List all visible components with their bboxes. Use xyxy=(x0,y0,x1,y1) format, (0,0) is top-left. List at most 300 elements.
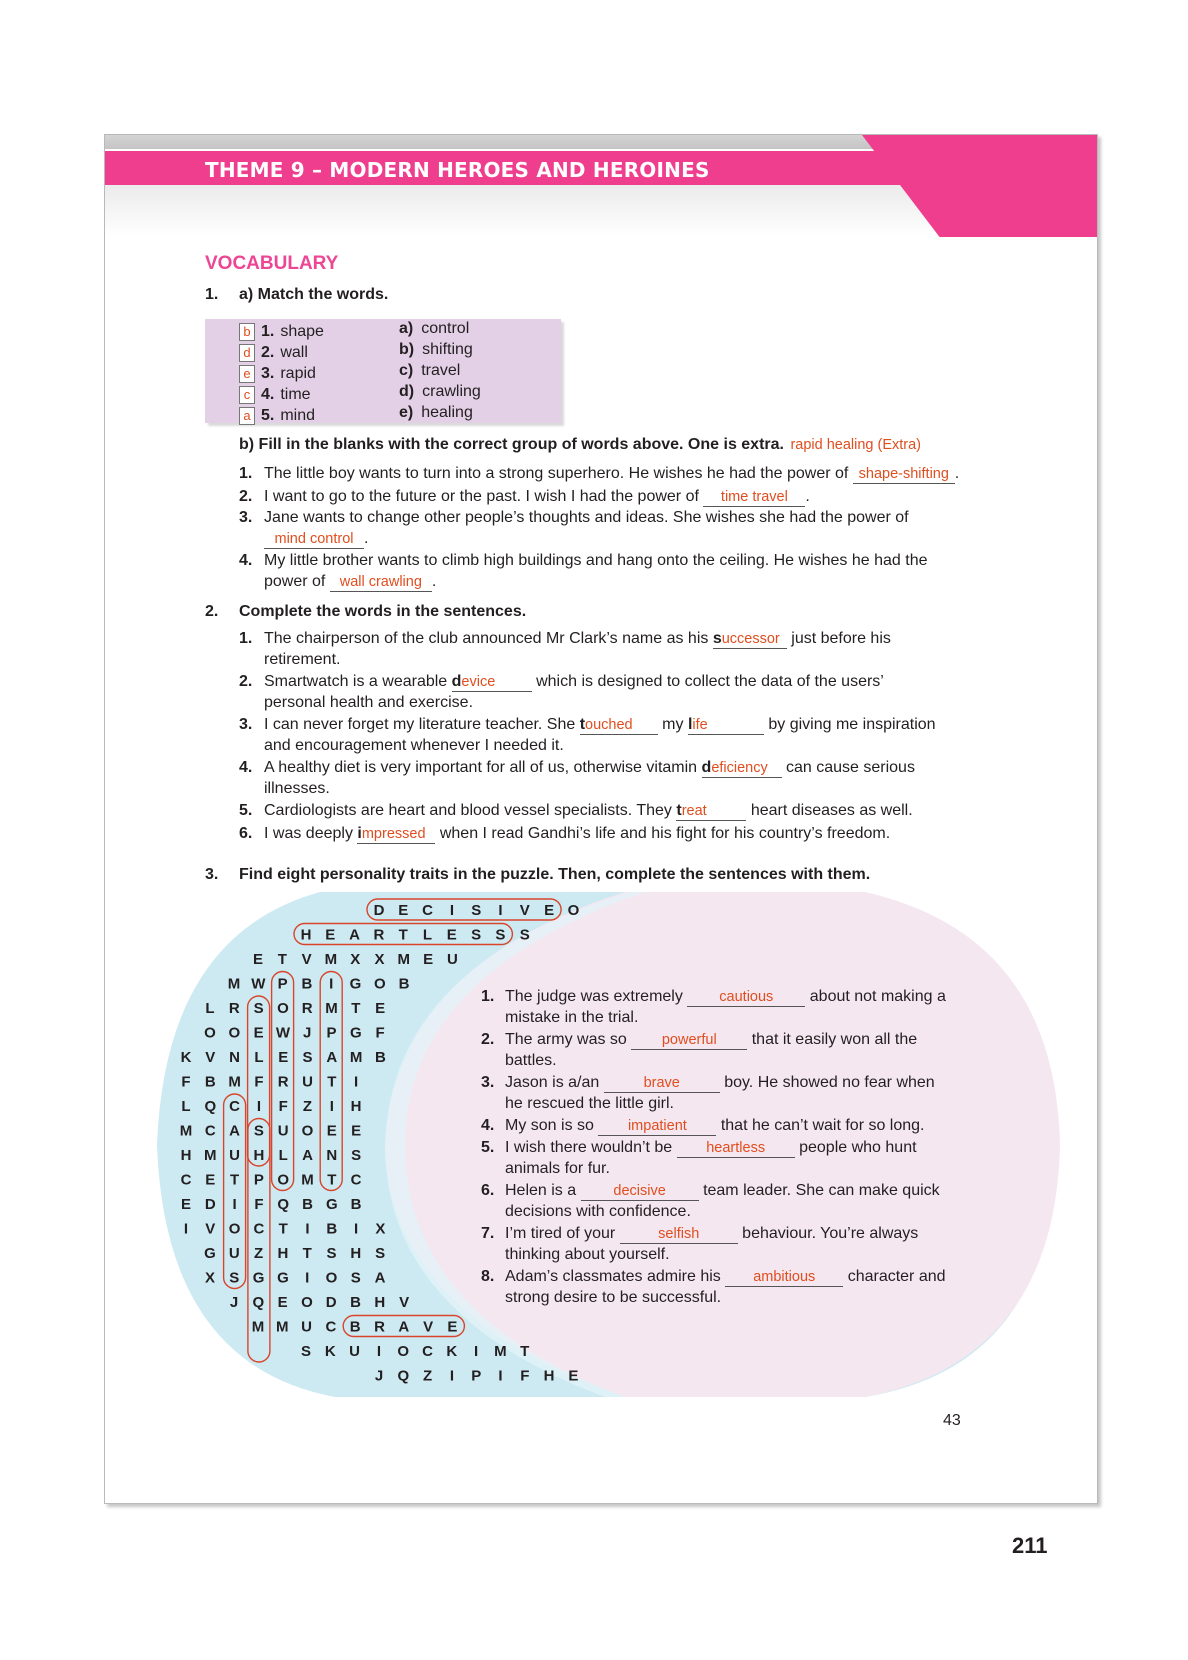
puzzle-sentence-number: 1. xyxy=(481,988,495,1005)
puzzle-sentence-before: My son is so xyxy=(505,1117,594,1134)
grid-letter: C xyxy=(229,1098,241,1115)
grid-letter: M xyxy=(204,1147,217,1164)
grid-letter: K xyxy=(446,1343,458,1360)
complete-item-letter: s xyxy=(712,630,722,647)
grid-letter: G xyxy=(349,1024,362,1042)
grid-letter: I xyxy=(305,1269,310,1287)
grid-letter: J xyxy=(374,1367,384,1385)
puzzle-sentence-answer: cautious xyxy=(719,989,774,1005)
grid-letter: O xyxy=(228,1220,241,1238)
puzzle-sentence-before: Helen is a xyxy=(505,1182,577,1199)
puzzle-sentence-answer: brave xyxy=(643,1075,680,1091)
grid-letter: I xyxy=(498,1367,503,1385)
grid-letter: C xyxy=(422,1343,433,1360)
grid-letter: I xyxy=(354,1220,359,1238)
grid-letter: W xyxy=(251,975,266,993)
grid-letter: T xyxy=(327,1073,337,1091)
grid-letter: I xyxy=(183,1220,189,1238)
complete-item-line2: personal health and exercise. xyxy=(264,694,474,711)
puzzle-sentence-number: 4. xyxy=(481,1117,495,1134)
grid-letter: A xyxy=(326,1049,338,1066)
match-answer-box: a xyxy=(239,407,255,425)
grid-letter: X xyxy=(204,1269,216,1287)
fill-item-end: . xyxy=(431,573,437,590)
match-answer-box: d xyxy=(239,344,255,362)
complete-item-after: just before his xyxy=(786,630,891,647)
fill-item-answer: wall crawling xyxy=(339,574,422,590)
puzzle-sentence-after: that he can’t wait for so long. xyxy=(720,1117,925,1134)
match-item-number: 3. xyxy=(261,365,275,382)
grid-letter: B xyxy=(374,1049,386,1066)
complete-item-text: A healthy diet is very important for all of us, otherwise vitamin xyxy=(264,759,702,776)
complete-item-text: Cardiologists are heart and blood vessel specialists. They xyxy=(264,802,677,819)
grid-letter: M xyxy=(251,1318,265,1336)
complete-item-letter: t xyxy=(676,802,682,819)
grid-letter: V xyxy=(205,1220,216,1238)
grid-letter: A xyxy=(302,1147,313,1164)
puzzle-sentence-number: 8. xyxy=(481,1268,495,1285)
fill-item-number: 1. xyxy=(239,465,253,482)
puzzle-sentence-line2: battles. xyxy=(505,1052,557,1069)
grid-letter: T xyxy=(520,1343,530,1360)
puzzle-sentence-after: people who hunt xyxy=(799,1139,917,1156)
grid-letter: I xyxy=(329,975,334,993)
complete-item-answer: ouched xyxy=(585,717,633,733)
theme-title: THEME 9 – MODERN HEROES AND HEROINES xyxy=(205,158,710,182)
grid-letter: T xyxy=(277,951,287,968)
grid-letter: H xyxy=(374,1294,386,1311)
grid-letter: E xyxy=(568,1367,579,1385)
grid-letter: M xyxy=(227,975,241,993)
puzzle-sentence-line xyxy=(505,1267,946,1287)
grid-letter: S xyxy=(519,926,530,944)
grid-letter: I xyxy=(256,1098,261,1115)
puzzle-sentence-line2: animals for fur. xyxy=(505,1160,610,1177)
puzzle-sentence-answer: powerful xyxy=(661,1032,717,1048)
complete-item-line2: retirement. xyxy=(264,651,341,668)
grid-letter: H xyxy=(180,1147,192,1164)
match-answer-box: b xyxy=(239,323,255,341)
match-item-word: mind xyxy=(280,407,316,424)
puzzle-sentence-answer: ambitious xyxy=(753,1269,816,1285)
complete-item-answer: evice xyxy=(461,674,496,690)
match-answer-box: e xyxy=(239,365,255,383)
puzzle-sentence-line2: mistake in the trial. xyxy=(505,1009,639,1026)
grid-letter: E xyxy=(277,1294,288,1311)
match-item-word: time xyxy=(280,386,311,403)
grid-letter: H xyxy=(350,1245,362,1262)
grid-letter: E xyxy=(398,902,409,919)
complete-item-line2: illnesses. xyxy=(264,780,330,797)
fill-item-answer: shape-shifting xyxy=(858,466,949,482)
grid-letter: M xyxy=(324,951,338,968)
complete-item-letter: d xyxy=(451,673,462,690)
grid-letter: V xyxy=(301,951,312,968)
grid-letter: B xyxy=(350,1294,361,1311)
grid-letter: V xyxy=(399,1294,410,1311)
puzzle-sentence-before: I wish there wouldn’t be xyxy=(505,1139,673,1156)
grid-letter: O xyxy=(277,1171,290,1189)
complete-item-answer: eficiency xyxy=(711,760,768,776)
grid-letter: U xyxy=(228,1245,240,1262)
puzzle-sentence-after: behaviour. You’re always xyxy=(742,1225,919,1242)
match-item-word: wall xyxy=(280,344,308,361)
ex1b-title-text: b) Fill in the blanks with the correct group of words above. One is extra. xyxy=(239,436,784,453)
grid-letter: M xyxy=(325,1000,338,1017)
puzzle-sentence-before: The judge was extremely xyxy=(505,988,683,1005)
grid-letter: S xyxy=(300,1343,312,1360)
puzzle-sentence-blank xyxy=(604,1074,720,1093)
complete-item-line2: and encouragement whenever I needed it. xyxy=(264,737,564,754)
complete-item-after: heart diseases as well. xyxy=(746,802,913,819)
grid-letter: M xyxy=(494,1343,507,1360)
grid-letter: L xyxy=(254,1049,264,1066)
match-option-word: travel xyxy=(421,362,461,379)
grid-letter: Z xyxy=(254,1245,264,1262)
grid-letter: M xyxy=(276,1318,289,1336)
grid-letter: H xyxy=(300,926,312,944)
grid-letter: I xyxy=(329,1098,334,1115)
grid-letter: I xyxy=(232,1196,237,1213)
grid-letter: B xyxy=(204,1073,216,1091)
fill-item-answer: mind control xyxy=(274,531,354,547)
grid-letter: F xyxy=(520,1367,530,1385)
fill-item-end: . xyxy=(364,530,369,547)
complete-item-after: when I read Gandhi’s life and his fight for his country’s freedom. xyxy=(435,825,891,842)
grid-letter: Z xyxy=(302,1098,313,1115)
grid-letter: E xyxy=(325,926,336,944)
grid-letter: E xyxy=(423,951,434,968)
match-option-letter: d) xyxy=(399,383,415,400)
grid-letter: K xyxy=(324,1343,336,1360)
fill-item-number: 2. xyxy=(239,488,253,505)
grid-letter: S xyxy=(302,1049,313,1066)
grid-letter: I xyxy=(449,902,454,919)
grid-letter: S xyxy=(495,926,506,944)
complete-item-number: 5. xyxy=(239,802,253,819)
puzzle-sentence-number: 7. xyxy=(481,1225,495,1242)
grid-letter: T xyxy=(230,1171,240,1189)
puzzle-sentence-line xyxy=(505,1138,917,1158)
puzzle-sentence-blank xyxy=(598,1117,716,1136)
puzzle-sentence-answer: decisive xyxy=(613,1183,666,1199)
grid-letter: C xyxy=(422,902,434,919)
grid-letter: R xyxy=(373,926,385,944)
grid-letter: T xyxy=(302,1245,312,1262)
match-option-word: healing xyxy=(421,404,473,421)
puzzle-sentence-blank xyxy=(725,1268,843,1287)
complete-item-text: The chairperson of the club announced Mr Clark’s name as his xyxy=(264,630,713,647)
page-frame xyxy=(104,134,1098,1504)
match-option-word: crawling xyxy=(422,383,481,400)
puzzle-sentence-before: I’m tired of your xyxy=(505,1225,616,1242)
grid-letter: Z xyxy=(423,1367,433,1385)
match-option-letter: b) xyxy=(399,341,415,358)
ex1b-extra-answer: rapid healing (Extra) xyxy=(790,437,922,453)
complete-item-letter: i xyxy=(357,825,362,842)
grid-letter: M xyxy=(301,1171,314,1189)
grid-letter: I xyxy=(449,1367,454,1385)
grid-letter: G xyxy=(252,1269,265,1287)
grid-letter: B xyxy=(301,975,313,993)
complete-item-after: can cause serious xyxy=(781,759,915,776)
grid-letter: H xyxy=(350,1098,362,1115)
grid-letter: U xyxy=(229,1147,241,1164)
grid-letter: D xyxy=(373,902,385,919)
fill-item-answer: time travel xyxy=(720,489,788,505)
complete-item-number: 4. xyxy=(239,759,253,776)
ex1a-title: a) Match the words. xyxy=(239,286,389,303)
grid-letter: S xyxy=(471,902,482,919)
grid-letter: M xyxy=(397,951,411,968)
match-item-word: rapid xyxy=(280,365,316,382)
grid-letter: A xyxy=(398,1318,410,1336)
section-title: VOCABULARY xyxy=(205,253,339,274)
complete-item-letter: d xyxy=(701,759,712,776)
grid-letter: O xyxy=(373,975,386,993)
grid-letter: E xyxy=(447,1318,458,1336)
ex1-number: 1. xyxy=(205,286,219,303)
grid-letter: E xyxy=(544,902,555,919)
grid-letter: E xyxy=(205,1171,216,1189)
grid-letter: K xyxy=(180,1049,192,1066)
grid-letter: O xyxy=(228,1024,241,1042)
fill-item-end: . xyxy=(954,465,960,482)
grid-letter: I xyxy=(305,1220,310,1238)
grid-letter: E xyxy=(278,1049,289,1066)
match-item-number: 1. xyxy=(261,323,275,340)
puzzle-sentence-blank xyxy=(677,1139,795,1158)
grid-letter: B xyxy=(350,1196,362,1213)
grid-letter: R xyxy=(277,1073,289,1091)
grid-letter: O xyxy=(397,1343,410,1360)
complete-item-answer: mpressed xyxy=(361,826,426,842)
grid-letter: C xyxy=(325,1318,337,1336)
grid-letter: E xyxy=(252,951,264,968)
book-page-number: 211 xyxy=(1012,1533,1048,1558)
puzzle-sentence-line xyxy=(505,1073,935,1093)
grid-letter: E xyxy=(351,1122,362,1140)
complete-item-letter: l xyxy=(687,716,693,733)
grid-letter: S xyxy=(375,1245,386,1262)
grid-letter: O xyxy=(301,1122,314,1140)
grid-letter: C xyxy=(350,1171,362,1189)
grid-letter: J xyxy=(229,1294,239,1311)
grid-letter: B xyxy=(326,1220,338,1238)
match-option-word: control xyxy=(421,320,470,337)
grid-letter: B xyxy=(302,1196,313,1213)
grid-letter: F xyxy=(181,1073,191,1091)
grid-letter: E xyxy=(253,1024,264,1042)
grid-letter: P xyxy=(277,975,288,993)
fill-item-end: . xyxy=(805,488,810,505)
complete-item-number: 6. xyxy=(239,825,253,842)
puzzle-sentence-before: Adam’s classmates admire his xyxy=(505,1268,721,1285)
grid-letter: P xyxy=(326,1024,337,1042)
grid-letter: L xyxy=(278,1147,288,1164)
puzzle-sentence-answer: selfish xyxy=(658,1226,700,1242)
fill-item-text: My little brother wants to climb high buildings and hang onto the ceiling. He wishes he had the xyxy=(264,552,928,569)
complete-item-text: Smartwatch is a wearable xyxy=(264,673,452,690)
grid-letter: S xyxy=(471,926,482,944)
ex3-number: 3. xyxy=(205,866,219,883)
puzzle-sentence-before: Jason is a/an xyxy=(505,1074,600,1091)
complete-item-mid: my xyxy=(657,716,688,733)
complete-item-answer: reat xyxy=(681,803,707,819)
grid-letter: X xyxy=(350,951,361,968)
fill-item-text2: power of xyxy=(264,573,326,590)
grid-letter: E xyxy=(180,1196,192,1213)
grid-letter: O xyxy=(301,1294,313,1311)
grid-letter: D xyxy=(325,1294,337,1311)
grid-letter: L xyxy=(205,1000,215,1017)
match-item-number: 2. xyxy=(261,344,275,361)
match-item-number: 5. xyxy=(261,407,275,424)
complete-item-after: which is designed to collect the data of the users’ xyxy=(531,673,884,690)
grid-letter: U xyxy=(446,951,458,968)
complete-item-letter: t xyxy=(579,716,586,733)
match-option-letter: a) xyxy=(399,320,414,337)
grid-letter: Q xyxy=(277,1196,290,1213)
complete-item-answer: ife xyxy=(692,717,708,733)
complete-item-number: 2. xyxy=(239,673,253,690)
puzzle-sentence-before: The army was so xyxy=(505,1031,627,1048)
grid-letter: I xyxy=(376,1343,381,1360)
page-number: 43 xyxy=(943,1412,961,1429)
puzzle-sentence-number: 6. xyxy=(481,1182,495,1199)
puzzle-sentence-after: that it easily won all the xyxy=(751,1031,918,1048)
complete-item-number: 1. xyxy=(239,630,253,647)
grid-letter: F xyxy=(375,1024,385,1042)
puzzle-sentence-line xyxy=(505,1030,917,1050)
grid-letter: V xyxy=(423,1318,434,1336)
grid-letter: I xyxy=(354,1073,359,1091)
grid-letter: W xyxy=(275,1024,290,1042)
puzzle-sentence-after: boy. He showed no fear when xyxy=(724,1074,935,1091)
match-item-word: shape xyxy=(280,323,324,340)
grid-letter: V xyxy=(519,902,530,919)
grid-letter: M xyxy=(179,1122,193,1140)
grid-letter: S xyxy=(229,1269,240,1287)
puzzle-sentence-blank xyxy=(620,1225,738,1244)
grid-letter: X xyxy=(374,951,385,968)
puzzle-sentence-blank xyxy=(687,988,805,1007)
grid-letter: G xyxy=(277,1269,289,1287)
grid-letter: G xyxy=(349,975,362,993)
puzzle-sentence-after: character and xyxy=(847,1268,946,1285)
puzzle-sentence-after: team leader. She can make quick xyxy=(703,1182,940,1199)
grid-letter: S xyxy=(351,1147,362,1164)
grid-letter: M xyxy=(228,1073,241,1091)
grid-letter: A xyxy=(349,926,361,944)
complete-item-after: by giving me inspiration xyxy=(763,716,936,733)
ex3-title: Find eight personality traits in the puzzle. Then, complete the sentences with them. xyxy=(239,866,871,883)
match-option-letter: c) xyxy=(399,362,414,379)
grid-letter: G xyxy=(325,1196,338,1213)
grid-letter: C xyxy=(180,1171,192,1189)
grid-letter: T xyxy=(278,1220,288,1238)
grid-letter: E xyxy=(375,1000,386,1017)
puzzle-sentence-line2: strong desire to be successful. xyxy=(505,1289,722,1306)
puzzle-sentence-number: 3. xyxy=(481,1074,495,1091)
grid-letter: S xyxy=(253,1122,264,1140)
grid-letter: S xyxy=(350,1269,361,1287)
grid-letter: L xyxy=(181,1098,191,1115)
ex2-number: 2. xyxy=(205,603,219,620)
grid-letter: E xyxy=(446,926,457,944)
grid-letter: O xyxy=(567,902,580,919)
grid-letter: B xyxy=(398,975,410,993)
puzzle-sentence-line xyxy=(505,1181,940,1201)
grid-letter: P xyxy=(253,1171,264,1189)
grid-letter: G xyxy=(204,1245,216,1262)
grid-letter: S xyxy=(253,1000,264,1017)
match-option-letter: e) xyxy=(399,404,414,421)
grid-letter: P xyxy=(471,1367,482,1385)
grid-letter: C xyxy=(204,1122,216,1140)
grid-letter: R xyxy=(374,1318,385,1336)
grid-letter: Q xyxy=(204,1098,217,1115)
puzzle-sentence-line2: thinking about yourself. xyxy=(505,1246,670,1263)
match-answer-box: c xyxy=(239,386,255,404)
puzzle-sentence-line xyxy=(505,987,946,1007)
grid-letter: L xyxy=(422,926,433,944)
grid-letter: F xyxy=(254,1073,264,1091)
grid-letter: B xyxy=(349,1318,361,1336)
grid-letter: S xyxy=(326,1245,337,1262)
puzzle-sentence-blank xyxy=(581,1182,699,1201)
fill-item-text: I want to go to the future or the past. I wish I had the power of xyxy=(264,488,699,505)
grid-letter: N xyxy=(229,1049,241,1066)
complete-item-text: I was deeply xyxy=(264,825,358,842)
grid-letter: E xyxy=(326,1122,337,1140)
fill-item-number: 3. xyxy=(239,509,253,526)
grid-letter: X xyxy=(375,1220,386,1238)
puzzle-sentence-after: about not making a xyxy=(809,988,946,1005)
grid-letter: Q xyxy=(397,1367,410,1385)
grid-letter: T xyxy=(327,1171,337,1189)
ex2-title: Complete the words in the sentences. xyxy=(239,603,527,620)
puzzle-sentence-answer: heartless xyxy=(706,1140,766,1156)
grid-letter: O xyxy=(277,1000,289,1017)
grid-letter: U xyxy=(301,1318,313,1336)
puzzle-sentence-answer: impatient xyxy=(627,1118,687,1134)
grid-letter: I xyxy=(498,902,503,919)
puzzle-sentence-line2: he rescued the little girl. xyxy=(505,1095,674,1112)
puzzle-sentence-blank xyxy=(631,1031,747,1050)
grid-letter: V xyxy=(205,1049,216,1066)
fill-item-text: Jane wants to change other people’s thoughts and ideas. She wishes she had the power of xyxy=(264,509,909,526)
grid-letter: H xyxy=(253,1147,265,1164)
grid-letter: H xyxy=(543,1367,555,1385)
grid-letter: O xyxy=(204,1024,216,1042)
grid-letter: H xyxy=(277,1245,289,1262)
grid-letter: F xyxy=(278,1098,288,1115)
grid-letter: C xyxy=(253,1220,265,1238)
grid-letter: U xyxy=(302,1073,313,1091)
grid-letter: Q xyxy=(252,1294,265,1311)
grid-letter: A xyxy=(374,1269,386,1287)
puzzle-sentence-number: 5. xyxy=(481,1139,495,1156)
fill-item-text: The little boy wants to turn into a strong superhero. He wishes he had the power of xyxy=(264,465,849,482)
grid-letter: M xyxy=(349,1049,363,1066)
puzzle-sentence-line xyxy=(505,1116,925,1136)
fill-item-number: 4. xyxy=(239,552,253,569)
puzzle-sentence-number: 2. xyxy=(481,1031,495,1048)
grid-letter: T xyxy=(351,1000,361,1017)
puzzle-sentence-line xyxy=(505,1224,918,1244)
grid-letter: U xyxy=(349,1343,361,1360)
